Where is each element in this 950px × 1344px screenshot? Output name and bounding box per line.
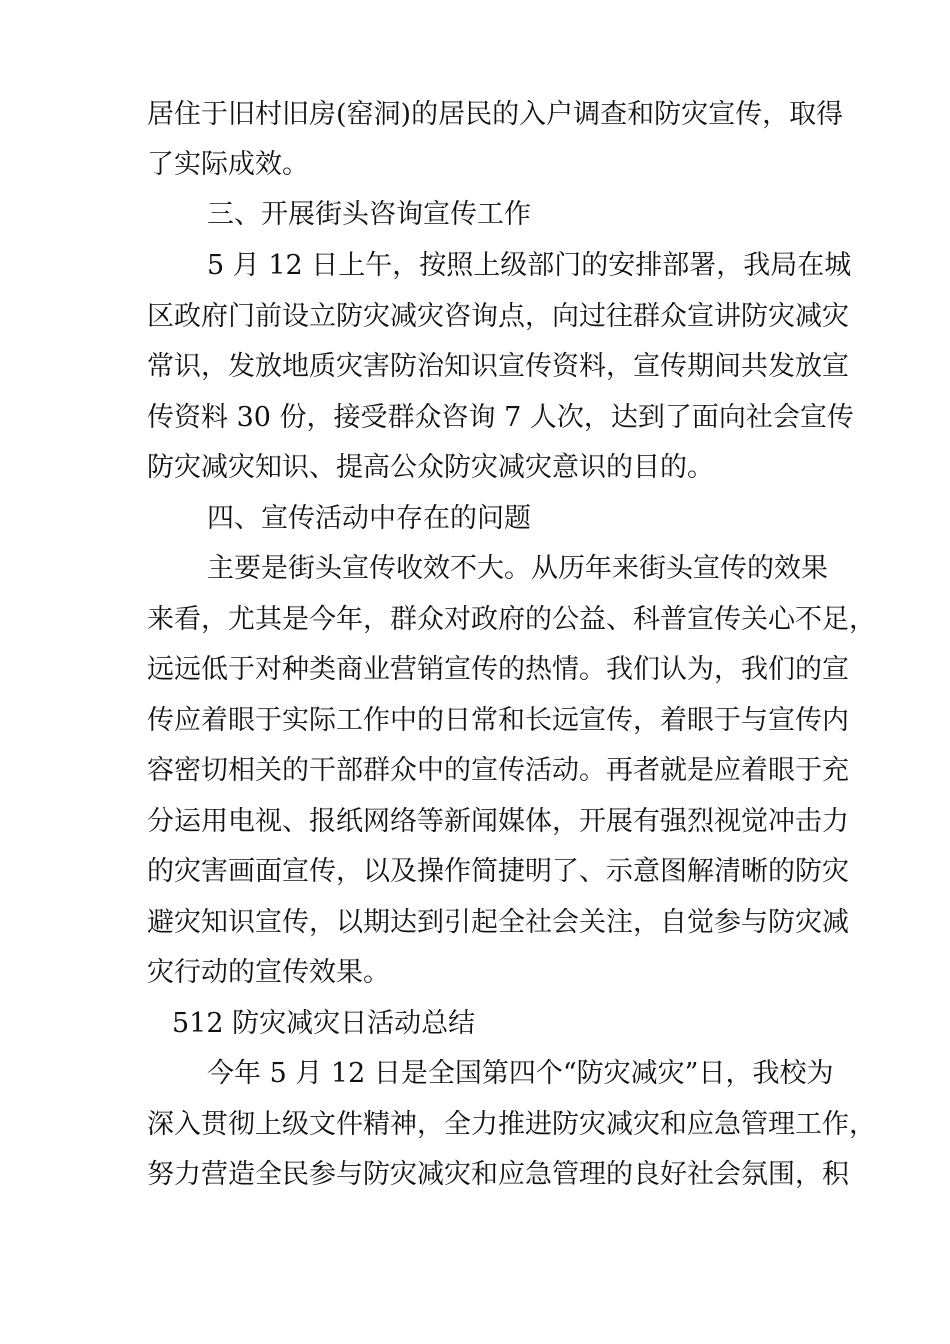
paragraph-line: 远远低于对种类商业营销宣传的热情。我们认为，我们的宣	[147, 654, 849, 685]
paragraph-line: 了实际成效。	[147, 149, 309, 180]
paragraph-line: 常识，发放地质灾害防治知识宣传资料，宣传期间共发放宣	[147, 351, 849, 382]
paragraph-line: 深入贯彻上级文件精神，全力推进防灾减灾和应急管理工作，	[147, 1109, 876, 1140]
paragraph-line: 传资料 30 份，接受群众咨询 7 人次，达到了面向社会宣传	[147, 402, 854, 433]
section-heading: 三、开展街头咨询宣传工作	[207, 199, 531, 230]
paragraph-line: 避灾知识宣传，以期达到引起全社会关注，自觉参与防灾减	[147, 907, 849, 938]
paragraph-line: 主要是街头宣传收效不大。从历年来街头宣传的效果	[207, 553, 828, 584]
paragraph-line: 传应着眼于实际工作中的日常和长远宣传，着眼于与宣传内	[147, 705, 849, 736]
paragraph-line: 今年 5 月 12 日是全国第四个“防灾减灾”日，我校为	[207, 1058, 834, 1089]
article-title: 512 防灾减灾日活动总结	[172, 1008, 476, 1039]
paragraph-line: 防灾减灾知识、提高公众防灾减灾意识的目的。	[147, 452, 714, 483]
paragraph-line: 分运用电视、报纸网络等新闻媒体，开展有强烈视觉冲击力	[147, 806, 849, 837]
section-heading: 四、宣传活动中存在的问题	[207, 503, 531, 534]
paragraph-line: 居住于旧村旧房(窑洞)的居民的入户调查和防灾宣传，取得	[147, 99, 844, 130]
paragraph-line: 5 月 12 日上午，按照上级部门的安排部署，我局在城	[207, 250, 852, 281]
paragraph-line: 努力营造全民参与防灾减灾和应急管理的良好社会氛围，积	[147, 1159, 849, 1190]
paragraph-line: 容密切相关的干部群众中的宣传活动。再者就是应着眼于充	[147, 755, 849, 786]
paragraph-line: 来看，尤其是今年，群众对政府的公益、科普宣传关心不足，	[147, 604, 876, 635]
paragraph-line: 区政府门前设立防灾减灾咨询点，向过往群众宣讲防灾减灾	[147, 301, 849, 332]
paragraph-line: 的灾害画面宣传，以及操作简捷明了、示意图解清晰的防灾	[147, 856, 849, 887]
paragraph-line: 灾行动的宣传效果。	[147, 957, 390, 988]
